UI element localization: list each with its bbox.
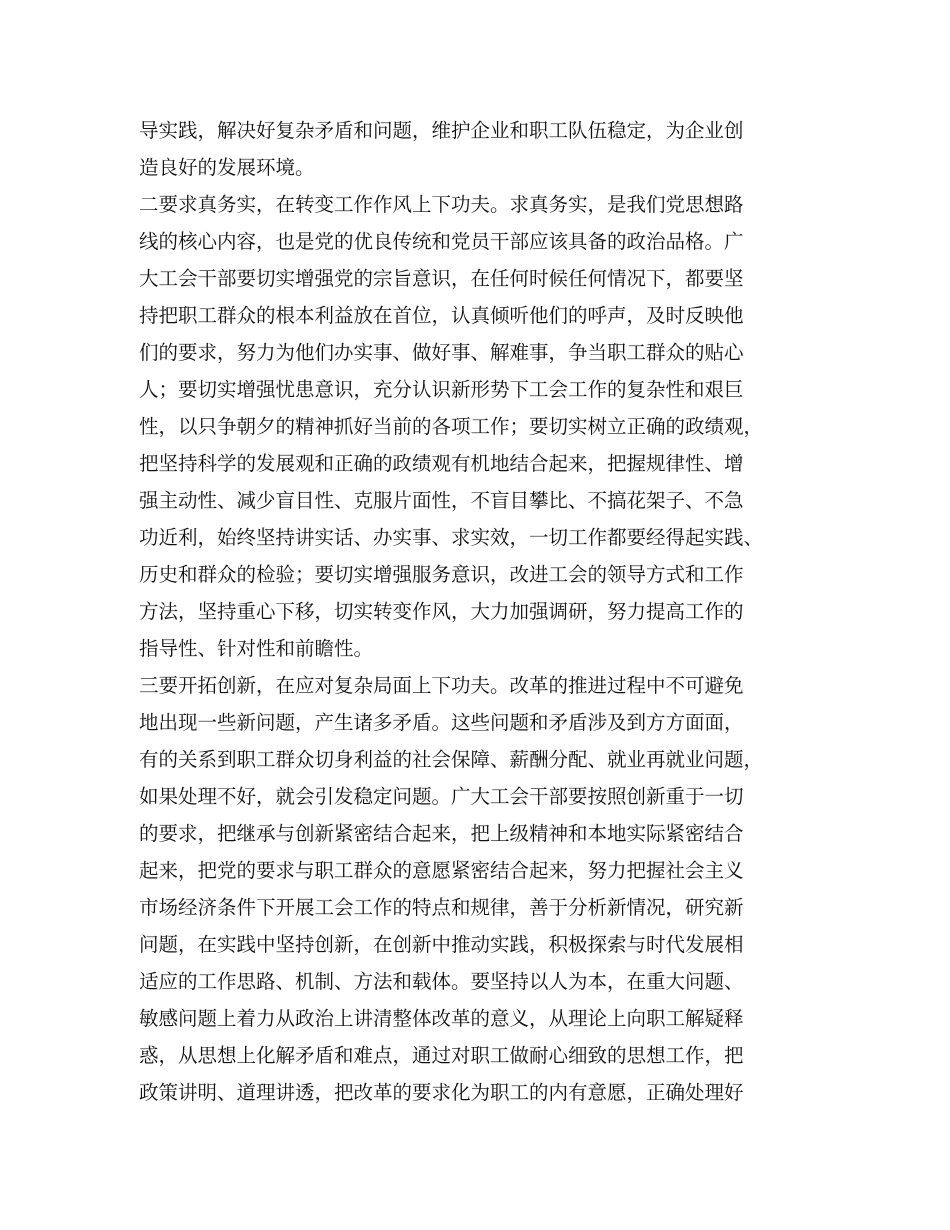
text-line: 二要求真务实，在转变工作作风上下功夫。求真务实，是我们党思想路: [139, 193, 744, 216]
text-line: 市场经济条件下开展工会工作的特点和规律，善于分析新情况，研究新: [139, 896, 744, 919]
text-line: 地出现一些新问题，产生诸多矛盾。这些问题和矛盾涉及到方方面面，: [139, 711, 744, 734]
text-line: 有的关系到职工群众切身利益的社会保障、薪酬分配、就业再就业问题，: [139, 748, 764, 771]
text-line: 指导性、针对性和前瞻性。: [139, 637, 374, 660]
text-line: 敏感问题上着力从政治上讲清整体改革的意义，从理论上向职工解疑释: [139, 1007, 744, 1030]
text-line: 线的核心内容，也是党的优良传统和党员干部应该具备的政治品格。广: [139, 230, 744, 253]
text-line: 惑，从思想上化解矛盾和难点，通过对职工做耐心细致的思想工作，把: [139, 1044, 744, 1067]
text-line: 强主动性、减少盲目性、克服片面性，不盲目攀比、不搞花架子、不急: [139, 489, 744, 512]
text-line: 持把职工群众的根本利益放在首位，认真倾听他们的呼声，及时反映他: [139, 304, 744, 327]
text-line: 政策讲明、道理讲透，把改革的要求化为职工的内有意愿，正确处理好: [139, 1081, 744, 1104]
text-line: 造良好的发展环境。: [139, 156, 315, 179]
body-text: [139, 112, 839, 1111]
text-line: 历史和群众的检验；要切实增强服务意识，改进工会的领导方式和工作: [139, 563, 744, 586]
text-line: 大工会干部要切实增强党的宗旨意识，在任何时候任何情况下，都要坚: [139, 267, 744, 290]
text-line: 功近利，始终坚持讲实话、办实事、求实效，一切工作都要经得起实践、: [139, 526, 764, 549]
text-line: 们的要求，努力为他们办实事、做好事、解难事，争当职工群众的贴心: [139, 341, 744, 364]
text-line: 方法，坚持重心下移，切实转变作风，大力加强调研，努力提高工作的: [139, 600, 744, 623]
text-line: 把坚持科学的发展观和正确的政绩观有机地结合起来，把握规律性、增: [139, 452, 744, 475]
text-line: 的要求，把继承与创新紧密结合起来，把上级精神和本地实际紧密结合: [139, 822, 744, 845]
text-line: 三要开拓创新，在应对复杂局面上下功夫。改革的推进过程中不可避免: [139, 674, 744, 697]
text-line: 导实践，解决好复杂矛盾和问题，维护企业和职工队伍稳定，为企业创: [139, 119, 744, 142]
text-line: 如果处理不好，就会引发稳定问题。广大工会干部要按照创新重于一切: [139, 785, 744, 808]
text-line: 适应的工作思路、机制、方法和载体。要坚持以人为本，在重大问题、: [139, 970, 744, 993]
text-line: 问题，在实践中坚持创新，在创新中推动实践，积极探索与时代发展相: [139, 933, 744, 956]
text-line: 人；要切实增强忧患意识，充分认识新形势下工会工作的复杂性和艰巨: [139, 378, 744, 401]
text-line: 起来，把党的要求与职工群众的意愿紧密结合起来，努力把握社会主义: [139, 859, 744, 882]
text-line: 性，以只争朝夕的精神抓好当前的各项工作；要切实树立正确的政绩观，: [139, 415, 764, 438]
